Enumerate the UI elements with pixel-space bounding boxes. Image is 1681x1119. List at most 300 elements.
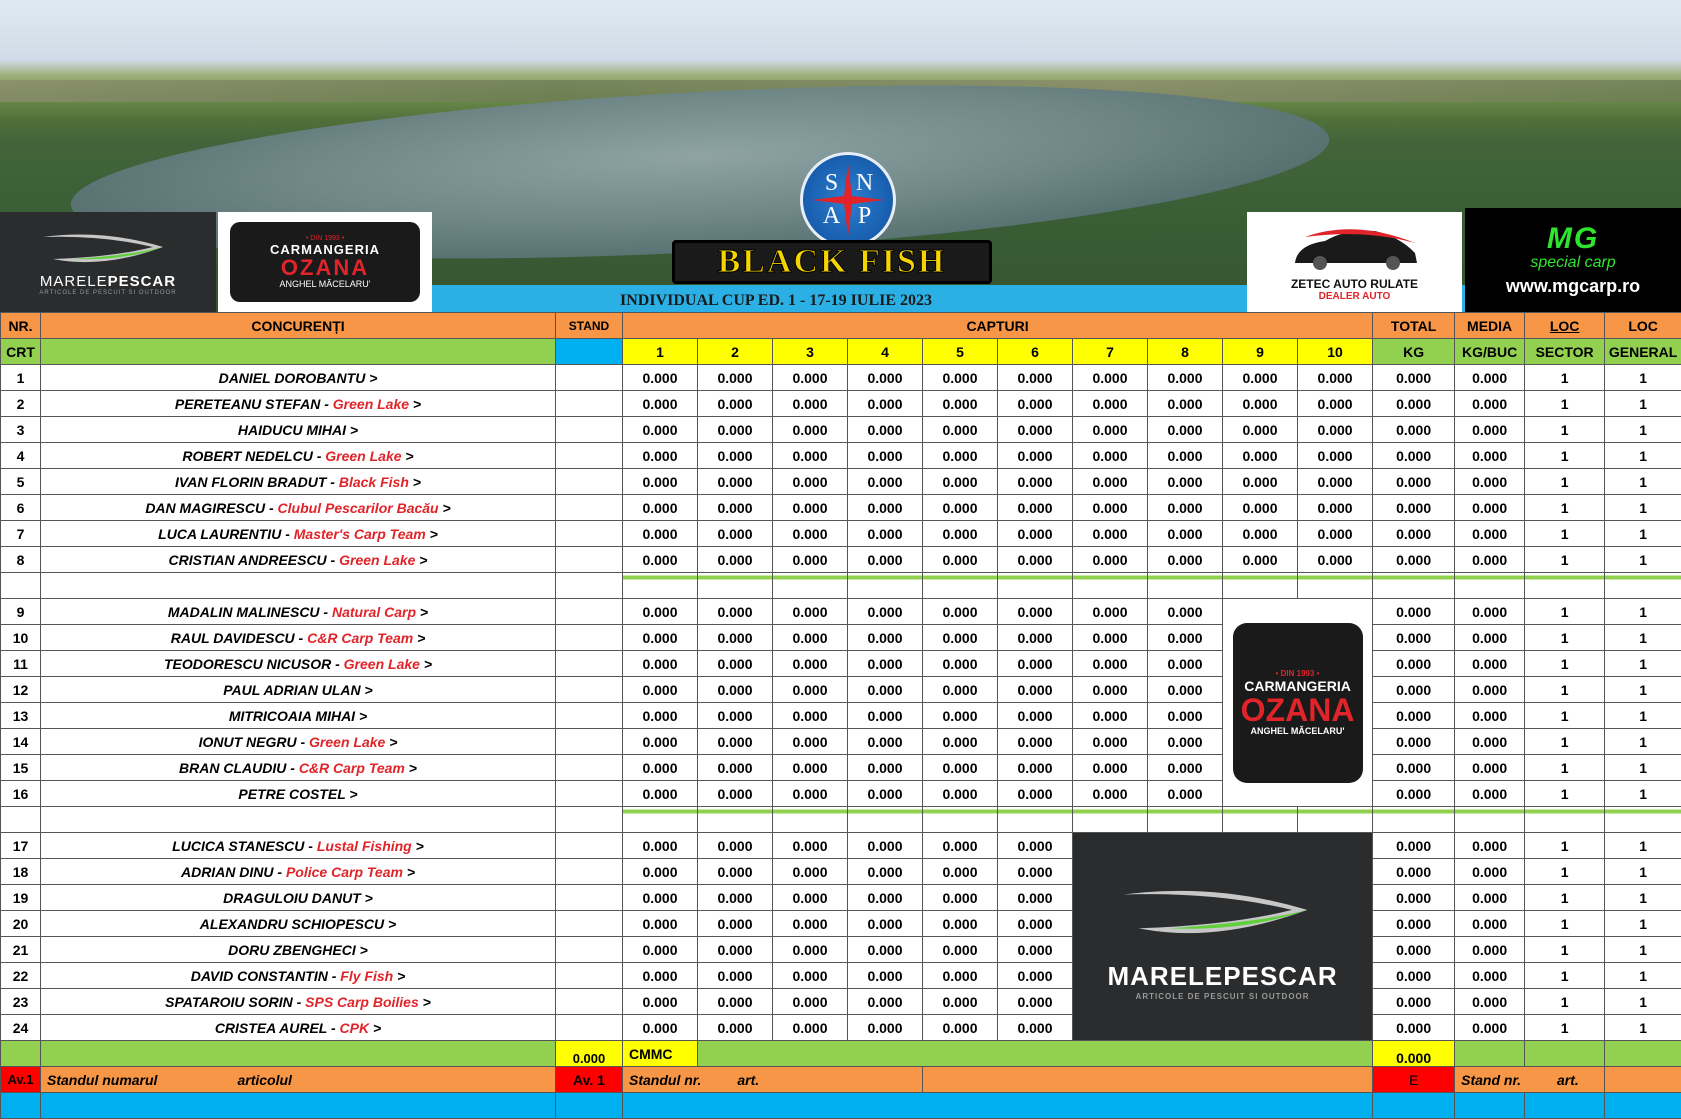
loc-sector-cell[interactable]: 1	[1525, 495, 1605, 521]
loc-general-cell[interactable]: 1	[1605, 521, 1681, 547]
catch-cell[interactable]: 0.000	[1148, 417, 1223, 443]
loc-general-cell[interactable]: 1	[1605, 729, 1681, 755]
catch-cell[interactable]: 0.000	[1073, 417, 1148, 443]
competitor-cell[interactable]	[41, 729, 556, 755]
catch-cell[interactable]: 0.000	[773, 495, 848, 521]
loc-sector-cell[interactable]: 1	[1525, 391, 1605, 417]
catch-cell[interactable]: 0.000	[773, 599, 848, 625]
competitor-cell[interactable]	[41, 703, 556, 729]
loc-general-cell[interactable]: 1	[1605, 989, 1681, 1015]
media-cell[interactable]: 0.000	[1455, 521, 1525, 547]
table-row[interactable]	[1, 989, 1681, 1015]
catch-cell[interactable]: 0.000	[1298, 495, 1373, 521]
table-row[interactable]	[1, 547, 1681, 573]
loc-sector-cell[interactable]: 1	[1525, 677, 1605, 703]
catch-cell[interactable]: 0.000	[1223, 417, 1298, 443]
table-row[interactable]	[1, 859, 1681, 885]
total-kg-cell[interactable]: 0.000	[1373, 859, 1455, 885]
catch-cell[interactable]: 0.000	[1148, 625, 1223, 651]
total-kg-cell[interactable]: 0.000	[1373, 911, 1455, 937]
media-cell[interactable]: 0.000	[1455, 781, 1525, 807]
catch-cell[interactable]: 0.000	[773, 469, 848, 495]
catch-cell[interactable]: 0.000	[773, 937, 848, 963]
catch-cell[interactable]: 0.000	[773, 677, 848, 703]
catch-cell[interactable]: 0.000	[698, 859, 773, 885]
catch-cell[interactable]: 0.000	[998, 729, 1073, 755]
stand-cell[interactable]	[556, 911, 623, 937]
catch-cell[interactable]: 0.000	[1298, 365, 1373, 391]
table-row[interactable]	[1, 443, 1681, 469]
loc-sector-cell[interactable]: 1	[1525, 365, 1605, 391]
media-cell[interactable]: 0.000	[1455, 547, 1525, 573]
catch-cell[interactable]: 0.000	[1073, 781, 1148, 807]
catch-cell[interactable]: 0.000	[848, 443, 923, 469]
catch-cell[interactable]: 0.000	[1073, 495, 1148, 521]
competitor-cell[interactable]	[41, 677, 556, 703]
catch-cell[interactable]: 0.000	[773, 625, 848, 651]
catch-cell[interactable]: 0.000	[848, 781, 923, 807]
catch-cell[interactable]: 0.000	[698, 729, 773, 755]
catch-cell[interactable]: 0.000	[623, 469, 698, 495]
loc-general-cell[interactable]: 1	[1605, 651, 1681, 677]
catch-cell[interactable]: 0.000	[623, 781, 698, 807]
catch-cell[interactable]: 0.000	[1073, 729, 1148, 755]
catch-cell[interactable]: 0.000	[923, 781, 998, 807]
catch-cell[interactable]: 0.000	[773, 859, 848, 885]
catch-cell[interactable]: 0.000	[998, 937, 1073, 963]
catch-cell[interactable]: 0.000	[848, 547, 923, 573]
competitor-cell[interactable]	[41, 547, 556, 573]
stand-cell[interactable]	[556, 833, 623, 859]
catch-cell[interactable]: 0.000	[1148, 703, 1223, 729]
catch-cell[interactable]: 0.000	[698, 885, 773, 911]
catch-cell[interactable]: 0.000	[923, 911, 998, 937]
catch-cell[interactable]: 0.000	[623, 599, 698, 625]
stand-cell[interactable]	[556, 469, 623, 495]
catch-cell[interactable]: 0.000	[698, 755, 773, 781]
catch-cell[interactable]: 0.000	[773, 391, 848, 417]
competitor-cell[interactable]	[41, 755, 556, 781]
table-row[interactable]	[1, 599, 1681, 625]
catch-cell[interactable]: 0.000	[1073, 677, 1148, 703]
catch-cell[interactable]: 0.000	[698, 781, 773, 807]
media-cell[interactable]: 0.000	[1455, 599, 1525, 625]
catch-cell[interactable]: 0.000	[923, 937, 998, 963]
catch-cell[interactable]: 0.000	[773, 755, 848, 781]
media-cell[interactable]: 0.000	[1455, 417, 1525, 443]
total-kg-cell[interactable]: 0.000	[1373, 703, 1455, 729]
catch-cell[interactable]: 0.000	[698, 495, 773, 521]
loc-general-cell[interactable]: 1	[1605, 391, 1681, 417]
catch-cell[interactable]: 0.000	[698, 989, 773, 1015]
table-row[interactable]	[1, 651, 1681, 677]
catch-cell[interactable]: 0.000	[998, 391, 1073, 417]
catch-cell[interactable]: 0.000	[848, 599, 923, 625]
catch-cell[interactable]: 0.000	[923, 1015, 998, 1041]
catch-cell[interactable]: 0.000	[1148, 443, 1223, 469]
catch-cell[interactable]: 0.000	[848, 755, 923, 781]
table-row[interactable]	[1, 495, 1681, 521]
catch-cell[interactable]: 0.000	[848, 521, 923, 547]
catch-cell[interactable]: 0.000	[998, 625, 1073, 651]
loc-sector-cell[interactable]: 1	[1525, 651, 1605, 677]
standul-numarul-cell[interactable]	[41, 1067, 556, 1093]
stand-cell[interactable]	[556, 599, 623, 625]
catch-cell[interactable]: 0.000	[698, 625, 773, 651]
competitor-cell[interactable]	[41, 599, 556, 625]
loc-sector-cell[interactable]: 1	[1525, 1015, 1605, 1041]
loc-general-cell[interactable]: 1	[1605, 625, 1681, 651]
stand-cell[interactable]	[556, 859, 623, 885]
catch-cell[interactable]: 0.000	[698, 547, 773, 573]
catch-cell[interactable]: 0.000	[848, 703, 923, 729]
catch-cell[interactable]: 0.000	[1073, 547, 1148, 573]
loc-general-cell[interactable]: 1	[1605, 417, 1681, 443]
catch-cell[interactable]: 0.000	[773, 833, 848, 859]
competitor-cell[interactable]	[41, 1015, 556, 1041]
catch-cell[interactable]: 0.000	[623, 521, 698, 547]
standul-nr-cell[interactable]	[623, 1067, 923, 1093]
loc-general-cell[interactable]: 1	[1605, 755, 1681, 781]
loc-general-cell[interactable]: 1	[1605, 703, 1681, 729]
stand-cell[interactable]	[556, 625, 623, 651]
loc-general-cell[interactable]: 1	[1605, 885, 1681, 911]
media-cell[interactable]: 0.000	[1455, 755, 1525, 781]
competitor-cell[interactable]	[41, 365, 556, 391]
stand-cell[interactable]	[556, 1015, 623, 1041]
catch-cell[interactable]: 0.000	[1073, 443, 1148, 469]
catch-cell[interactable]: 0.000	[848, 365, 923, 391]
loc-sector-cell[interactable]: 1	[1525, 963, 1605, 989]
catch-cell[interactable]: 0.000	[623, 937, 698, 963]
catch-cell[interactable]: 0.000	[698, 651, 773, 677]
table-row[interactable]	[1, 1015, 1681, 1041]
total-kg-cell[interactable]: 0.000	[1373, 599, 1455, 625]
catch-cell[interactable]: 0.000	[1148, 677, 1223, 703]
catch-cell[interactable]: 0.000	[1148, 495, 1223, 521]
catch-cell[interactable]: 0.000	[1298, 521, 1373, 547]
catch-cell[interactable]: 0.000	[773, 963, 848, 989]
total-kg-cell[interactable]: 0.000	[1373, 1015, 1455, 1041]
catch-cell[interactable]: 0.000	[1298, 443, 1373, 469]
catch-cell[interactable]: 0.000	[773, 443, 848, 469]
competitor-cell[interactable]	[41, 443, 556, 469]
catch-cell[interactable]: 0.000	[848, 469, 923, 495]
loc-sector-cell[interactable]: 1	[1525, 859, 1605, 885]
loc-sector-cell[interactable]: 1	[1525, 729, 1605, 755]
total-kg-cell[interactable]: 0.000	[1373, 469, 1455, 495]
loc-general-cell[interactable]: 1	[1605, 365, 1681, 391]
catch-cell[interactable]: 0.000	[923, 469, 998, 495]
catch-cell[interactable]: 0.000	[998, 989, 1073, 1015]
competitor-cell[interactable]	[41, 781, 556, 807]
media-cell[interactable]: 0.000	[1455, 859, 1525, 885]
catch-cell[interactable]: 0.000	[923, 417, 998, 443]
total-kg-cell[interactable]: 0.000	[1373, 885, 1455, 911]
catch-cell[interactable]: 0.000	[698, 417, 773, 443]
competitor-cell[interactable]	[41, 963, 556, 989]
catch-cell[interactable]: 0.000	[623, 911, 698, 937]
catch-cell[interactable]: 0.000	[1073, 703, 1148, 729]
media-cell[interactable]: 0.000	[1455, 703, 1525, 729]
media-cell[interactable]: 0.000	[1455, 729, 1525, 755]
catch-cell[interactable]: 0.000	[1073, 469, 1148, 495]
catch-cell[interactable]: 0.000	[848, 963, 923, 989]
loc-general-cell[interactable]: 1	[1605, 599, 1681, 625]
media-cell[interactable]: 0.000	[1455, 833, 1525, 859]
competitor-cell[interactable]	[41, 937, 556, 963]
loc-sector-cell[interactable]: 1	[1525, 911, 1605, 937]
catch-cell[interactable]: 0.000	[1148, 755, 1223, 781]
loc-sector-cell[interactable]: 1	[1525, 417, 1605, 443]
catch-cell[interactable]: 0.000	[1073, 521, 1148, 547]
catch-cell[interactable]: 0.000	[698, 937, 773, 963]
catch-cell[interactable]: 0.000	[623, 547, 698, 573]
media-cell[interactable]: 0.000	[1455, 469, 1525, 495]
catch-cell[interactable]: 0.000	[998, 703, 1073, 729]
catch-cell[interactable]: 0.000	[1223, 495, 1298, 521]
catch-cell[interactable]: 0.000	[923, 599, 998, 625]
catch-cell[interactable]: 0.000	[623, 885, 698, 911]
loc-general-cell[interactable]: 1	[1605, 677, 1681, 703]
table-row[interactable]	[1, 703, 1681, 729]
loc-sector-cell[interactable]: 1	[1525, 833, 1605, 859]
catch-cell[interactable]: 0.000	[923, 521, 998, 547]
catch-cell[interactable]: 0.000	[698, 521, 773, 547]
loc-general-cell[interactable]: 1	[1605, 937, 1681, 963]
competitor-cell[interactable]	[41, 885, 556, 911]
loc-general-cell[interactable]: 1	[1605, 495, 1681, 521]
catch-cell[interactable]: 0.000	[923, 833, 998, 859]
competitor-cell[interactable]	[41, 859, 556, 885]
loc-general-cell[interactable]: 1	[1605, 443, 1681, 469]
catch-cell[interactable]: 0.000	[848, 989, 923, 1015]
catch-cell[interactable]: 0.000	[698, 703, 773, 729]
stand-cell[interactable]	[556, 729, 623, 755]
catch-cell[interactable]: 0.000	[1073, 599, 1148, 625]
total-kg-cell[interactable]: 0.000	[1373, 781, 1455, 807]
catch-cell[interactable]: 0.000	[848, 859, 923, 885]
catch-cell[interactable]: 0.000	[1148, 391, 1223, 417]
total-kg-cell[interactable]: 0.000	[1373, 937, 1455, 963]
catch-cell[interactable]: 0.000	[848, 417, 923, 443]
catch-cell[interactable]: 0.000	[848, 1015, 923, 1041]
loc-general-cell[interactable]: 1	[1605, 963, 1681, 989]
catch-cell[interactable]: 0.000	[848, 937, 923, 963]
catch-cell[interactable]: 0.000	[623, 495, 698, 521]
total-kg-cell[interactable]: 0.000	[1373, 963, 1455, 989]
cmmc-value[interactable]	[698, 1041, 1373, 1067]
catch-cell[interactable]: 0.000	[1223, 547, 1298, 573]
loc-general-cell[interactable]: 1	[1605, 781, 1681, 807]
catch-cell[interactable]: 0.000	[998, 677, 1073, 703]
catch-cell[interactable]: 0.000	[623, 833, 698, 859]
catch-cell[interactable]: 0.000	[623, 443, 698, 469]
catch-cell[interactable]: 0.000	[848, 911, 923, 937]
catch-cell[interactable]: 0.000	[1148, 729, 1223, 755]
catch-cell[interactable]: 0.000	[848, 833, 923, 859]
catch-cell[interactable]: 0.000	[698, 833, 773, 859]
catch-cell[interactable]: 0.000	[1148, 781, 1223, 807]
stand-cell[interactable]	[556, 443, 623, 469]
catch-cell[interactable]: 0.000	[923, 729, 998, 755]
catch-cell[interactable]: 0.000	[923, 547, 998, 573]
catch-cell[interactable]: 0.000	[923, 989, 998, 1015]
catch-cell[interactable]: 0.000	[923, 495, 998, 521]
catch-cell[interactable]: 0.000	[1223, 365, 1298, 391]
total-kg-cell[interactable]: 0.000	[1373, 547, 1455, 573]
catch-cell[interactable]: 0.000	[998, 885, 1073, 911]
catch-cell[interactable]: 0.000	[1298, 417, 1373, 443]
catch-cell[interactable]: 0.000	[773, 651, 848, 677]
catch-cell[interactable]: 0.000	[923, 885, 998, 911]
catch-cell[interactable]: 0.000	[773, 1015, 848, 1041]
stand-cell[interactable]	[556, 781, 623, 807]
catch-cell[interactable]: 0.000	[623, 391, 698, 417]
stand-cell[interactable]	[556, 677, 623, 703]
total-kg-cell[interactable]: 0.000	[1373, 417, 1455, 443]
catch-cell[interactable]: 0.000	[1148, 599, 1223, 625]
loc-sector-cell[interactable]: 1	[1525, 521, 1605, 547]
catch-cell[interactable]: 0.000	[1073, 391, 1148, 417]
stand-cell[interactable]	[556, 963, 623, 989]
catch-cell[interactable]: 0.000	[998, 755, 1073, 781]
total-kg-cell[interactable]: 0.000	[1373, 729, 1455, 755]
catch-cell[interactable]: 0.000	[848, 651, 923, 677]
loc-general-cell[interactable]: 1	[1605, 833, 1681, 859]
media-cell[interactable]: 0.000	[1455, 911, 1525, 937]
catch-cell[interactable]: 0.000	[848, 625, 923, 651]
catch-cell[interactable]: 0.000	[623, 729, 698, 755]
catch-cell[interactable]: 0.000	[623, 1015, 698, 1041]
catch-cell[interactable]: 0.000	[848, 391, 923, 417]
catch-cell[interactable]: 0.000	[923, 651, 998, 677]
catch-cell[interactable]: 0.000	[1223, 469, 1298, 495]
catch-cell[interactable]: 0.000	[848, 495, 923, 521]
catch-cell[interactable]: 0.000	[998, 417, 1073, 443]
competitor-cell[interactable]	[41, 391, 556, 417]
media-cell[interactable]: 0.000	[1455, 963, 1525, 989]
stand-cell[interactable]	[556, 989, 623, 1015]
catch-cell[interactable]: 0.000	[1073, 755, 1148, 781]
catch-cell[interactable]: 0.000	[998, 495, 1073, 521]
catch-cell[interactable]: 0.000	[1148, 651, 1223, 677]
catch-cell[interactable]: 0.000	[623, 963, 698, 989]
media-cell[interactable]: 0.000	[1455, 677, 1525, 703]
catch-cell[interactable]: 0.000	[848, 677, 923, 703]
table-row[interactable]	[1, 625, 1681, 651]
stand-cell[interactable]	[556, 547, 623, 573]
catch-cell[interactable]: 0.000	[623, 677, 698, 703]
catch-cell[interactable]: 0.000	[998, 547, 1073, 573]
table-row[interactable]	[1, 963, 1681, 989]
media-cell[interactable]: 0.000	[1455, 1015, 1525, 1041]
catch-cell[interactable]: 0.000	[923, 443, 998, 469]
catch-cell[interactable]: 0.000	[623, 625, 698, 651]
competitor-cell[interactable]	[41, 469, 556, 495]
total-kg-cell[interactable]: 0.000	[1373, 755, 1455, 781]
catch-cell[interactable]: 0.000	[998, 521, 1073, 547]
catch-cell[interactable]: 0.000	[773, 547, 848, 573]
catch-cell[interactable]: 0.000	[773, 989, 848, 1015]
table-row[interactable]	[1, 885, 1681, 911]
total-kg-cell[interactable]: 0.000	[1373, 989, 1455, 1015]
catch-cell[interactable]: 0.000	[698, 911, 773, 937]
catch-cell[interactable]: 0.000	[998, 963, 1073, 989]
catch-cell[interactable]: 0.000	[773, 365, 848, 391]
total-kg-cell[interactable]: 0.000	[1373, 625, 1455, 651]
catch-cell[interactable]: 0.000	[923, 963, 998, 989]
total-kg-cell[interactable]: 0.000	[1373, 521, 1455, 547]
catch-cell[interactable]: 0.000	[923, 755, 998, 781]
media-cell[interactable]: 0.000	[1455, 885, 1525, 911]
stand-cell[interactable]	[556, 703, 623, 729]
media-cell[interactable]: 0.000	[1455, 365, 1525, 391]
competitor-cell[interactable]	[41, 833, 556, 859]
table-row[interactable]	[1, 781, 1681, 807]
catch-cell[interactable]: 0.000	[998, 469, 1073, 495]
catch-cell[interactable]: 0.000	[923, 677, 998, 703]
loc-sector-cell[interactable]: 1	[1525, 755, 1605, 781]
catch-cell[interactable]: 0.000	[1148, 521, 1223, 547]
catch-cell[interactable]: 0.000	[923, 625, 998, 651]
catch-cell[interactable]: 0.000	[1148, 469, 1223, 495]
table-row[interactable]	[1, 677, 1681, 703]
catch-cell[interactable]: 0.000	[773, 703, 848, 729]
stand-cell[interactable]	[556, 755, 623, 781]
loc-sector-cell[interactable]: 1	[1525, 885, 1605, 911]
catch-cell[interactable]: 0.000	[1298, 547, 1373, 573]
media-cell[interactable]: 0.000	[1455, 495, 1525, 521]
stand-cell[interactable]	[556, 365, 623, 391]
loc-sector-cell[interactable]: 1	[1525, 989, 1605, 1015]
competitor-cell[interactable]	[41, 625, 556, 651]
stand-cell[interactable]	[556, 885, 623, 911]
catch-cell[interactable]: 0.000	[998, 833, 1073, 859]
catch-cell[interactable]: 0.000	[998, 781, 1073, 807]
catch-cell[interactable]: 0.000	[998, 911, 1073, 937]
media-cell[interactable]: 0.000	[1455, 443, 1525, 469]
catch-cell[interactable]: 0.000	[698, 1015, 773, 1041]
catch-cell[interactable]: 0.000	[698, 599, 773, 625]
catch-cell[interactable]: 0.000	[1223, 443, 1298, 469]
stand-cell[interactable]	[556, 391, 623, 417]
catch-cell[interactable]: 0.000	[1298, 391, 1373, 417]
media-cell[interactable]: 0.000	[1455, 391, 1525, 417]
catch-cell[interactable]: 0.000	[623, 651, 698, 677]
catch-cell[interactable]: 0.000	[623, 755, 698, 781]
catch-cell[interactable]: 0.000	[998, 365, 1073, 391]
catch-cell[interactable]: 0.000	[998, 443, 1073, 469]
loc-sector-cell[interactable]: 1	[1525, 443, 1605, 469]
media-cell[interactable]: 0.000	[1455, 989, 1525, 1015]
loc-sector-cell[interactable]: 1	[1525, 599, 1605, 625]
stand-cell[interactable]	[556, 937, 623, 963]
total-kg-cell[interactable]: 0.000	[1373, 495, 1455, 521]
loc-sector-cell[interactable]: 1	[1525, 625, 1605, 651]
catch-cell[interactable]: 0.000	[773, 885, 848, 911]
catch-cell[interactable]: 0.000	[698, 391, 773, 417]
table-row[interactable]	[1, 417, 1681, 443]
loc-sector-cell[interactable]: 1	[1525, 469, 1605, 495]
catch-cell[interactable]: 0.000	[1073, 651, 1148, 677]
competitor-cell[interactable]	[41, 651, 556, 677]
catch-cell[interactable]: 0.000	[1223, 521, 1298, 547]
loc-sector-cell[interactable]: 1	[1525, 937, 1605, 963]
catch-cell[interactable]: 0.000	[623, 417, 698, 443]
catch-cell[interactable]: 0.000	[998, 859, 1073, 885]
table-row[interactable]	[1, 755, 1681, 781]
